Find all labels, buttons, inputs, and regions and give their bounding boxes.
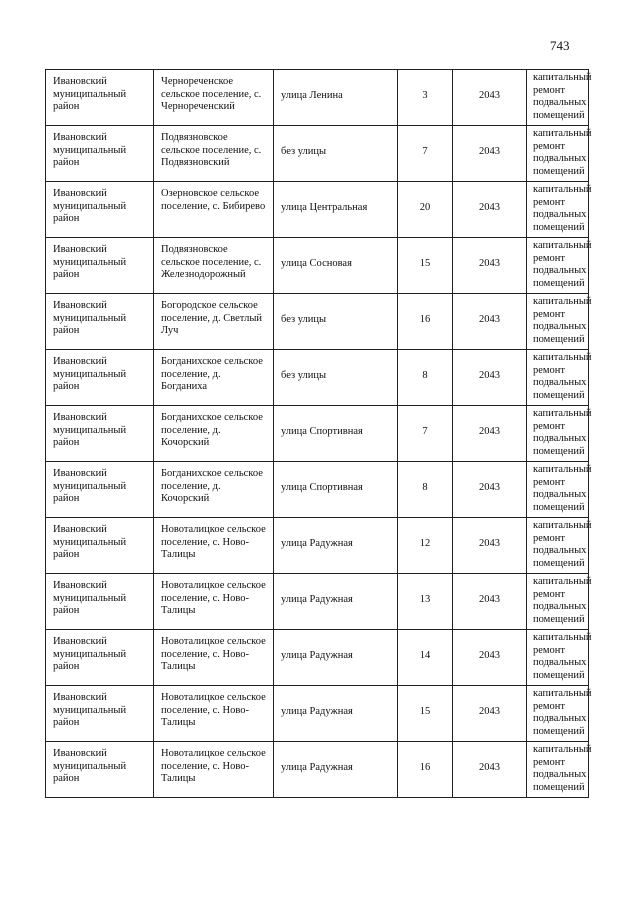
- settlement-cell-text: Богданихское сельское поселение, д. Кочорский: [161, 468, 263, 504]
- house-number-cell: [398, 126, 453, 182]
- work-type-cell: [527, 182, 592, 238]
- settlement-cell: [154, 406, 274, 462]
- year-cell-text: 2043: [479, 482, 500, 493]
- table-row: [46, 238, 589, 294]
- street-cell: [274, 518, 398, 574]
- house-number-cell: [398, 462, 453, 518]
- work-type-cell-text: капитальный ремонт подвальных помещений: [533, 72, 592, 121]
- year-cell: [453, 182, 527, 238]
- street-cell: [274, 238, 398, 294]
- work-type-cell: [527, 350, 592, 406]
- work-type-cell: [527, 518, 592, 574]
- district-cell-text: Ивановский муниципальный район: [53, 76, 127, 112]
- settlement-cell-text: Озерновское сельское поселение, с. Бибирево: [161, 188, 266, 212]
- district-cell: [46, 294, 154, 350]
- district-cell: [46, 742, 154, 798]
- district-cell: [46, 70, 154, 126]
- work-type-cell-text: капитальный ремонт подвальных помещений: [533, 184, 592, 233]
- district-cell-text: Ивановский муниципальный район: [53, 412, 127, 448]
- street-cell-text: улица Радужная: [281, 538, 353, 549]
- settlement-cell: [154, 350, 274, 406]
- district-cell-text: Ивановский муниципальный район: [53, 300, 127, 336]
- work-type-cell-text: капитальный ремонт подвальных помещений: [533, 352, 592, 401]
- street-cell-text: улица Радужная: [281, 762, 353, 773]
- work-type-cell: [527, 294, 592, 350]
- year-cell: [453, 70, 527, 126]
- street-cell-text: улица Спортивная: [281, 482, 363, 493]
- year-cell-text: 2043: [479, 314, 500, 325]
- work-type-cell: [527, 70, 592, 126]
- street-cell-text: без улицы: [281, 146, 327, 157]
- settlement-cell: [154, 70, 274, 126]
- district-cell-text: Ивановский муниципальный район: [53, 524, 127, 560]
- work-type-cell-text: капитальный ремонт подвальных помещений: [533, 576, 592, 625]
- house-number-cell: [398, 294, 453, 350]
- work-type-cell-text: капитальный ремонт подвальных помещений: [533, 744, 592, 793]
- year-cell: [453, 238, 527, 294]
- house-number-cell-text: 8: [422, 482, 428, 493]
- year-cell-text: 2043: [479, 594, 500, 605]
- street-cell-text: улица Ленина: [281, 90, 343, 101]
- district-cell: [46, 182, 154, 238]
- settlement-cell-text: Богданихское сельское поселение, д. Кочорский: [161, 412, 263, 448]
- settlement-cell: [154, 294, 274, 350]
- work-type-cell: [527, 238, 592, 294]
- settlement-cell-text: Новоталицкое сельское поселение, с. Ново-Талицы: [161, 692, 266, 728]
- house-number-cell: [398, 70, 453, 126]
- house-number-cell: [398, 182, 453, 238]
- settlement-cell: [154, 574, 274, 630]
- house-number-cell-text: 15: [419, 258, 431, 269]
- year-cell: [453, 462, 527, 518]
- district-cell-text: Ивановский муниципальный район: [53, 692, 127, 728]
- house-number-cell-text: 14: [419, 650, 431, 661]
- street-cell: [274, 350, 398, 406]
- year-cell-text: 2043: [479, 762, 500, 773]
- house-number-cell: [398, 686, 453, 742]
- district-cell-text: Ивановский муниципальный район: [53, 468, 127, 504]
- house-number-cell-text: 20: [419, 202, 431, 213]
- settlement-cell-text: Богданихское сельское поселение, д. Богданиха: [161, 356, 263, 392]
- district-cell: [46, 518, 154, 574]
- street-cell-text: улица Сосновая: [281, 258, 352, 269]
- year-cell: [453, 630, 527, 686]
- work-type-cell: [527, 406, 592, 462]
- street-cell: [274, 70, 398, 126]
- house-number-cell: [398, 238, 453, 294]
- street-cell-text: улица Центральная: [281, 202, 368, 213]
- house-number-cell-text: 16: [419, 762, 431, 773]
- settlement-cell: [154, 742, 274, 798]
- house-number-cell: [398, 742, 453, 798]
- table-row: [46, 126, 589, 182]
- house-number-cell-text: 7: [422, 426, 428, 437]
- house-number-cell-text: 15: [419, 706, 431, 717]
- district-cell-text: Ивановский муниципальный район: [53, 132, 127, 168]
- settlement-cell: [154, 630, 274, 686]
- work-type-cell: [527, 574, 592, 630]
- year-cell-text: 2043: [479, 426, 500, 437]
- settlement-cell-text: Новоталицкое сельское поселение, с. Ново-Талицы: [161, 580, 266, 616]
- year-cell-text: 2043: [479, 650, 500, 661]
- street-cell-text: улица Радужная: [281, 650, 353, 661]
- house-number-cell: [398, 518, 453, 574]
- table-row: [46, 350, 589, 406]
- year-cell-text: 2043: [479, 538, 500, 549]
- district-cell-text: Ивановский муниципальный район: [53, 580, 127, 616]
- district-cell: [46, 630, 154, 686]
- district-cell: [46, 462, 154, 518]
- year-cell: [453, 574, 527, 630]
- street-cell-text: улица Радужная: [281, 594, 353, 605]
- district-cell: [46, 238, 154, 294]
- table-row: [46, 462, 589, 518]
- work-type-cell: [527, 462, 592, 518]
- settlement-cell-text: Богородское сельское поселение, д. Светлый Луч: [161, 300, 263, 336]
- house-number-cell: [398, 574, 453, 630]
- street-cell: [274, 574, 398, 630]
- year-cell-text: 2043: [479, 146, 500, 157]
- district-cell-text: Ивановский муниципальный район: [53, 356, 127, 392]
- year-cell-text: 2043: [479, 90, 500, 101]
- work-type-cell: [527, 630, 592, 686]
- year-cell-text: 2043: [479, 370, 500, 381]
- settlement-cell: [154, 126, 274, 182]
- year-cell-text: 2043: [479, 258, 500, 269]
- street-cell: [274, 182, 398, 238]
- table-row: [46, 70, 589, 126]
- work-type-cell-text: капитальный ремонт подвальных помещений: [533, 688, 592, 737]
- street-cell-text: улица Радужная: [281, 706, 353, 717]
- table-row: [46, 406, 589, 462]
- district-cell: [46, 350, 154, 406]
- work-type-cell-text: капитальный ремонт подвальных помещений: [533, 128, 592, 177]
- table-row: [46, 686, 589, 742]
- settlement-cell-text: Новоталицкое сельское поселение, с. Ново-Талицы: [161, 636, 266, 672]
- district-cell: [46, 406, 154, 462]
- street-cell: [274, 126, 398, 182]
- work-type-cell-text: капитальный ремонт подвальных помещений: [533, 632, 592, 681]
- settlement-cell: [154, 182, 274, 238]
- year-cell-text: 2043: [479, 706, 500, 717]
- page-number: 743: [550, 38, 570, 53]
- year-cell: [453, 294, 527, 350]
- district-cell-text: Ивановский муниципальный район: [53, 188, 127, 224]
- house-number-cell-text: 3: [422, 90, 428, 101]
- district-cell-text: Ивановский муниципальный район: [53, 244, 127, 280]
- table-row: [46, 294, 589, 350]
- year-cell: [453, 686, 527, 742]
- district-cell: [46, 574, 154, 630]
- work-type-cell-text: капитальный ремонт подвальных помещений: [533, 464, 592, 513]
- street-cell-text: без улицы: [281, 314, 327, 325]
- district-cell-text: Ивановский муниципальный район: [53, 636, 127, 672]
- district-cell: [46, 686, 154, 742]
- settlement-cell-text: Подвязновское сельское поселение, с. Железнодорожный: [161, 244, 262, 280]
- settlement-cell: [154, 462, 274, 518]
- district-cell-text: Ивановский муниципальный район: [53, 748, 127, 784]
- work-type-cell-text: капитальный ремонт подвальных помещений: [533, 296, 592, 345]
- table-row: [46, 574, 589, 630]
- street-cell: [274, 406, 398, 462]
- year-cell: [453, 350, 527, 406]
- street-cell: [274, 742, 398, 798]
- house-number-cell-text: 16: [419, 314, 431, 325]
- house-number-cell: [398, 406, 453, 462]
- street-cell: [274, 294, 398, 350]
- work-type-cell: [527, 686, 592, 742]
- work-type-cell-text: капитальный ремонт подвальных помещений: [533, 240, 592, 289]
- house-number-cell-text: 12: [419, 538, 431, 549]
- work-type-cell: [527, 742, 592, 798]
- registry-table-body: [46, 70, 592, 798]
- registry-table: [45, 69, 592, 798]
- settlement-cell: [154, 238, 274, 294]
- table-row: [46, 518, 589, 574]
- year-cell: [453, 518, 527, 574]
- settlement-cell-text: Чернореченское сельское поселение, с. Чернореченский: [161, 76, 262, 112]
- house-number-cell-text: 8: [422, 370, 428, 381]
- year-cell-text: 2043: [479, 202, 500, 213]
- settlement-cell: [154, 518, 274, 574]
- year-cell: [453, 126, 527, 182]
- settlement-cell: [154, 686, 274, 742]
- street-cell: [274, 462, 398, 518]
- table-row: [46, 182, 589, 238]
- work-type-cell-text: капитальный ремонт подвальных помещений: [533, 520, 592, 569]
- year-cell: [453, 742, 527, 798]
- street-cell-text: без улицы: [281, 370, 327, 381]
- work-type-cell: [527, 126, 592, 182]
- house-number-cell: [398, 630, 453, 686]
- district-cell: [46, 126, 154, 182]
- street-cell: [274, 630, 398, 686]
- settlement-cell-text: Подвязновское сельское поселение, с. Подвязновский: [161, 132, 262, 168]
- table-row: [46, 742, 589, 798]
- house-number-cell-text: 7: [422, 146, 428, 157]
- settlement-cell-text: Новоталицкое сельское поселение, с. Ново-Талицы: [161, 748, 266, 784]
- settlement-cell-text: Новоталицкое сельское поселение, с. Ново-Талицы: [161, 524, 266, 560]
- table-row: [46, 630, 589, 686]
- house-number-cell: [398, 350, 453, 406]
- work-type-cell-text: капитальный ремонт подвальных помещений: [533, 408, 592, 457]
- street-cell: [274, 686, 398, 742]
- year-cell: [453, 406, 527, 462]
- street-cell-text: улица Спортивная: [281, 426, 363, 437]
- house-number-cell-text: 13: [419, 594, 431, 605]
